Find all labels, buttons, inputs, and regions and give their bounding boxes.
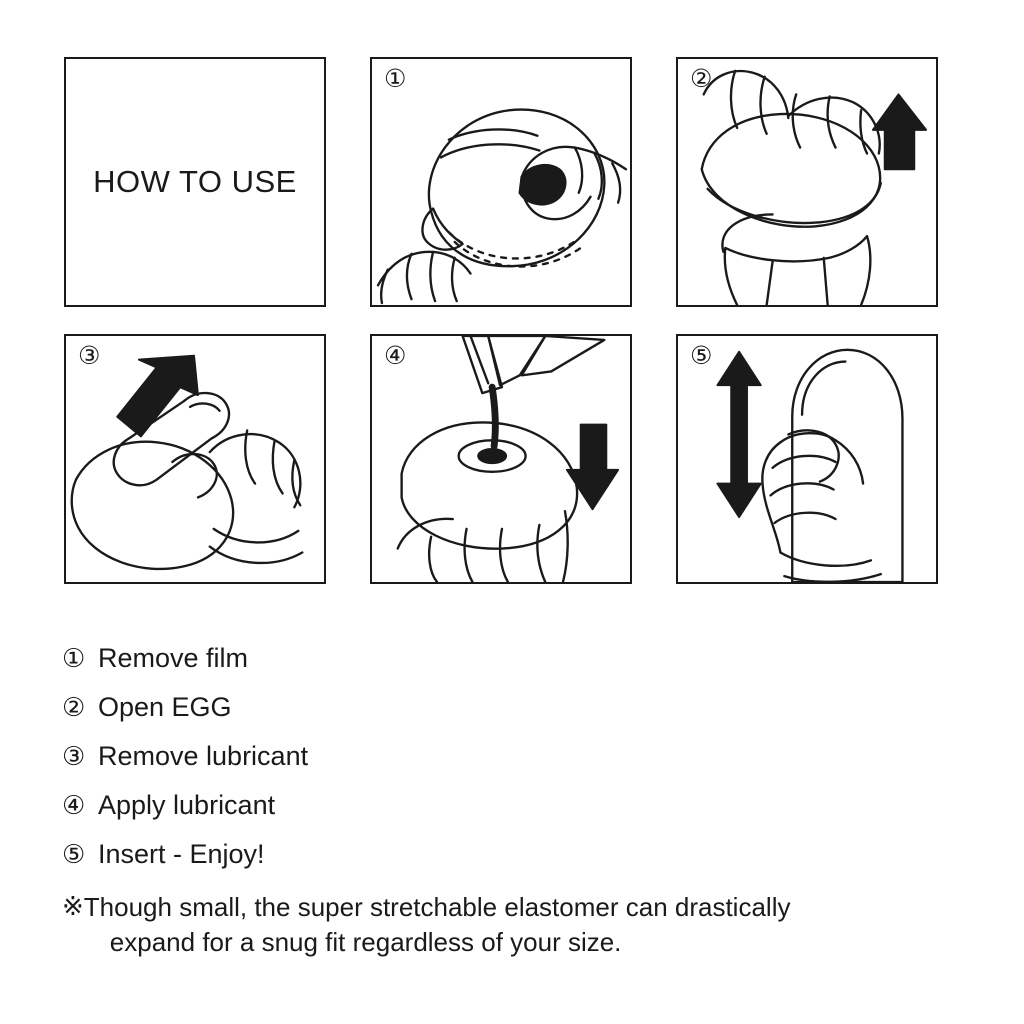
legend-label-2: Open EGG (98, 692, 232, 722)
list-item (62, 743, 962, 770)
legend-number-1: ① (62, 644, 86, 674)
panel-step-5 (676, 334, 938, 584)
insert-enjoy-illustration (678, 336, 936, 582)
step-number-4: ④ (384, 341, 407, 370)
panel-grid (64, 57, 960, 611)
list-item (62, 841, 962, 868)
legend-label-4: Apply lubricant (98, 790, 276, 820)
legend-list (62, 645, 962, 960)
footnote (62, 890, 962, 960)
panel-step-1 (370, 57, 632, 307)
panel-row-2 (64, 334, 960, 584)
legend-label-3: Remove lubricant (98, 741, 309, 771)
list-item (62, 645, 962, 672)
panel-title-card (64, 57, 326, 307)
legend-number-4: ④ (62, 791, 86, 821)
footnote-text (84, 890, 791, 960)
apply-lubricant-illustration (372, 336, 630, 582)
legend-number-2: ② (62, 693, 86, 723)
remove-lubricant-illustration (66, 336, 324, 582)
step-number-3: ③ (78, 341, 101, 370)
legend-number-3: ③ (62, 742, 86, 772)
list-item (62, 694, 962, 721)
list-item (62, 792, 962, 819)
panel-step-3 (64, 334, 326, 584)
legend-label-1: Remove film (98, 643, 249, 673)
footnote-line-1: Though small, the super stretchable elastomer can drastically (83, 892, 791, 922)
open-egg-illustration (678, 59, 936, 305)
step-number-1: ① (384, 64, 407, 93)
panel-step-2 (676, 57, 938, 307)
panel-step-4 (370, 334, 632, 584)
page-title: HOW TO USE (93, 164, 297, 199)
legend-label-5: Insert - Enjoy! (98, 839, 265, 869)
step-number-5: ⑤ (690, 341, 713, 370)
footnote-line-2: expand for a snug fit regardless of your size. (109, 927, 622, 958)
remove-film-illustration (372, 59, 630, 305)
legend-number-5: ⑤ (62, 840, 86, 870)
panel-row-1 (64, 57, 960, 307)
footnote-mark: ※ (62, 892, 84, 922)
step-number-2: ② (690, 64, 713, 93)
